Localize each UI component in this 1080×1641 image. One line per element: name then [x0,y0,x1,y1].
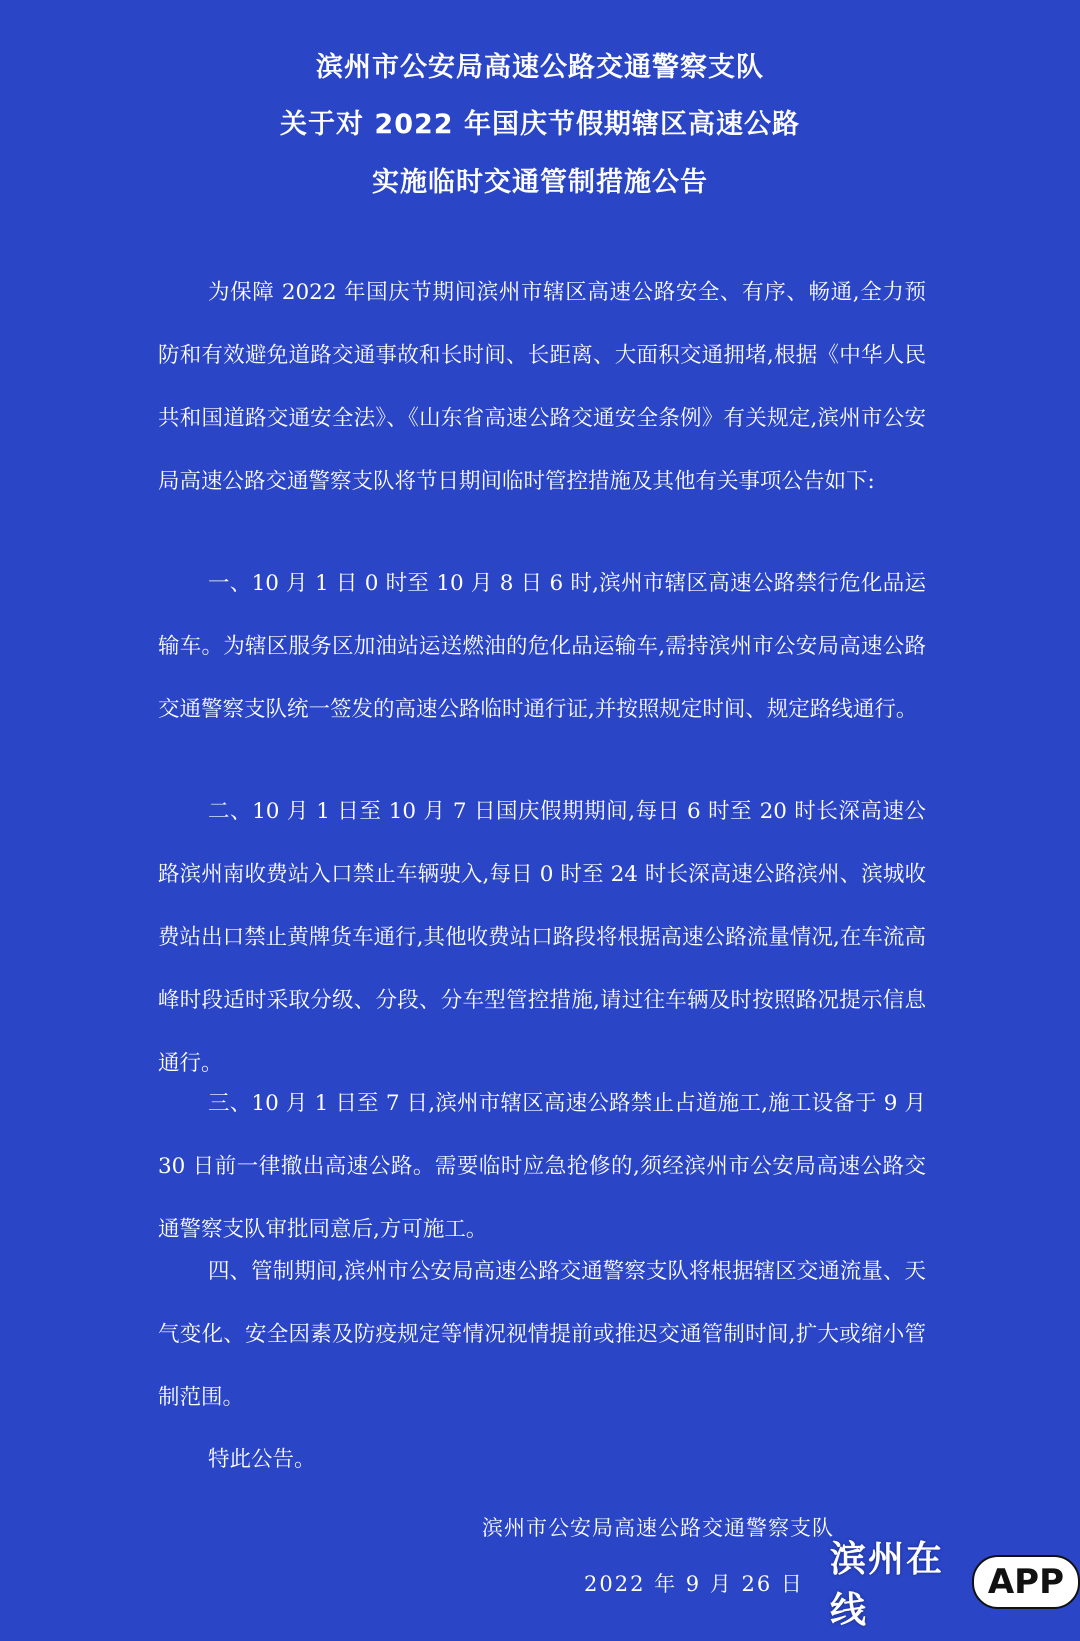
clause-1-paragraph: 一、10 月 1 日 0 时至 10 月 8 日 6 时,滨州市辖区高速公路禁行危化品运输车。为辖区服务区加油站运送燃油的危化品运输车,需持滨州市公安局高速公路交通警察支队统一签发的高速公路临时通行证,并按照规定时间、规定路线通行。 [158,571,926,722]
clause-3-paragraph: 三、10 月 1 日至 7 日,滨州市辖区高速公路禁止占道施工,施工设备于 9 月 30 日前一律撤出高速公路。需要临时应急抢修的,须经滨州市公安局高速公路交通警察支队审批同意后,方可施工。 [158,1091,926,1242]
title-line-3: 实施临时交通管制措施公告 [372,167,708,198]
app-watermark [830,1539,1080,1631]
watermark-text: 滨州在线 [830,1539,945,1631]
clause-4-paragraph: 四、管制期间,滨州市公安局高速公路交通警察支队将根据辖区交通流量、天气变化、安全因素及防疫规定等情况视情提前或推迟交通管制时间,扩大或缩小管制范围。 [158,1259,926,1410]
clause-2-paragraph: 二、10 月 1 日至 10 月 7 日国庆假期期间,每日 6 时至 20 时长深高速公路滨州南收费站入口禁止车辆驶入,每日 0 时至 24 时长深高速公路滨州、滨城收费站出口禁止黄牌货车通行,其他收费站口路段将根据高速公路流量情况,在车流高峰时段适时采取分级、分段、分车型管控措施,请过往车辆及时按照路况提示信息通行。 [158,799,926,1076]
signature: 滨州市公安局高速公路交通警察支队 [482,1516,834,1540]
watermark-app-badge: APP [972,1555,1080,1609]
title-line-2: 关于对 2022 年国庆节假期辖区高速公路 [280,109,800,140]
closing-text: 特此公告。 [208,1447,316,1472]
title-line-1: 滨州市公安局高速公路交通警察支队 [316,52,764,83]
issue-date: 2022 年 9 月 26 日 [584,1572,804,1596]
intro-paragraph: 为保障 2022 年国庆节期间滨州市辖区高速公路安全、有序、畅通,全力预防和有效避免道路交通事故和长时间、长距离、大面积交通拥堵,根据《中华人民共和国道路交通安全法》、《山东省高速公路交通安全条例》有关规定,滨州市公安局高速公路交通警察支队将节日期间临时管控措施及其他有关事项公告如下: [158,280,926,494]
